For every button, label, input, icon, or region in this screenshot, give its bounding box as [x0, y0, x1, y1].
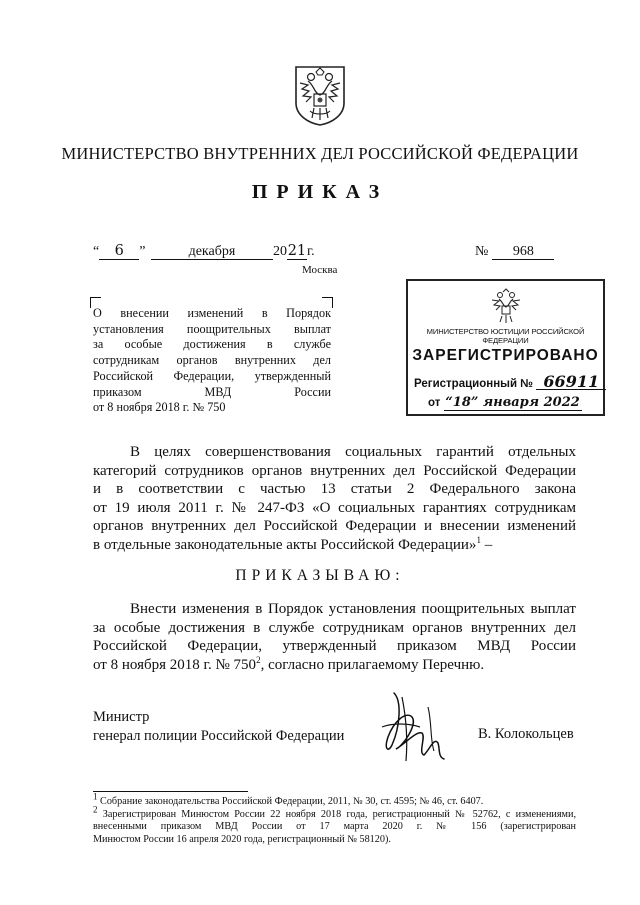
ministry-name: МИНИСТЕРСТВО ВНУТРЕННИХ ДЕЛ РОССИЙСКОЙ ФЕДЕРАЦИИ — [61, 144, 579, 163]
preamble-line: от 19 июля 2011 г. № 247-ФЗ «О социальных гарантиях сотрудникам — [93, 499, 576, 516]
order-item-paragraph — [93, 600, 576, 674]
stamp-registration-number — [414, 374, 606, 390]
footnote-ref-2[interactable]: 2 — [256, 654, 261, 665]
order-number — [475, 244, 554, 260]
signatory-title-line2: генерал полиции Российской Федерации — [93, 727, 345, 744]
subject-line: О внесении изменений в Порядок — [93, 306, 331, 320]
footnote-2 — [93, 804, 576, 822]
subject-line: от 8 ноября 2018 г. № 750 — [93, 400, 226, 415]
preamble-line: органов внутренних дел Российской Федерации и внесении изменений — [93, 518, 576, 534]
stamp-registered: ЗАРЕГИСТРИРОВАНО — [412, 347, 599, 364]
footnote-1 — [93, 791, 576, 809]
preamble-dash: – — [480, 536, 493, 553]
city: Москва — [302, 264, 338, 276]
stamp-date-label: от — [428, 397, 441, 409]
footnote-1-text: Собрание законодательства Российской Федерации, 2011, № 30, ст. 4595; № 46, ст. 6407. — [97, 796, 484, 807]
subject-line: установления поощрительных выплат — [93, 321, 331, 336]
stamp-date-value: “18” января 2022 — [445, 395, 580, 410]
stamp-reg-label: Регистрационный № — [414, 378, 534, 390]
signatory-name: В. Колокольцев — [478, 726, 574, 742]
order-number-label: № — [475, 244, 489, 259]
order-date — [93, 244, 315, 260]
order-word: ПРИКАЗЫВАЮ: — [235, 567, 405, 584]
preamble-line: В целях совершенствования социальных гарантий отдельных — [130, 444, 576, 460]
stamp-registration-date — [428, 395, 582, 411]
subject-line: за особые достижения в службе — [93, 337, 331, 352]
footnote-separator — [93, 791, 248, 792]
footnote-1-mark: 1 — [93, 791, 98, 802]
signatory-title-line1: Министр — [93, 709, 150, 725]
date-quote-close: ” — [139, 244, 146, 259]
preamble-paragraph — [93, 443, 576, 554]
date-day: 6 — [99, 244, 139, 260]
order-item-line: за особые достижения в службе сотрудникам органов внутренних дел — [93, 619, 576, 636]
order-item-line — [93, 656, 576, 675]
order-number-value: 968 — [492, 244, 554, 260]
preamble-line: категорий сотрудников органов внутренних дел Российской Федерации — [93, 462, 576, 479]
order-item-text: от 8 ноября 2018 г. № 750 — [93, 656, 257, 673]
footnote-2-line: внесенными приказом МВД России от 17 марта 2020 г. № 156 (зарегистрирован — [93, 821, 576, 833]
preamble-line: и в соответствии с частью 13 статьи 2 Федерального закона — [93, 481, 576, 497]
subject-line: сотрудникам органов внутренних дел — [93, 353, 331, 368]
order-subject — [93, 306, 331, 416]
stamp-reg-number: 66911 — [536, 374, 606, 390]
footnote-2-line: Минюстом России 16 апреля 2020 года, регистрационный № 58120). — [93, 833, 391, 845]
signatory-title — [93, 708, 344, 745]
date-year-prefix: 20 — [272, 244, 287, 259]
stamp-emblem-icon — [488, 288, 524, 324]
date-year-suffix: 21 — [287, 243, 307, 259]
stamp-ministry: МИНИСТЕРСТВО ЮСТИЦИИ РОССИЙСКОЙ ФЕДЕРАЦИИ — [426, 327, 585, 345]
preamble-text: в отдельные законодательные акты Российской Федерации» — [93, 536, 477, 553]
preamble-line — [93, 536, 576, 555]
footnote-ref-1[interactable]: 1 — [476, 534, 481, 545]
footnotes — [93, 791, 576, 846]
document-type-title: ПРИКАЗ — [251, 181, 389, 203]
footnote-2-line1: Зарегистрирован Минюстом России 22 ноября 2018 года, регистрационный № 52762, с изменениями, — [97, 808, 576, 820]
order-item-line: Российской Федерации, утвержденный приказом МВД России — [93, 638, 576, 654]
order-item-text-end: , согласно прилагаемому Перечню. — [260, 656, 485, 673]
registration-stamp — [406, 279, 605, 416]
handwritten-signature — [372, 687, 462, 767]
date-year-unit: г. — [306, 244, 315, 259]
subject-line: Российской Федерации, утвержденный — [93, 368, 331, 383]
coat-of-arms-icon — [292, 63, 348, 127]
footnote-2-mark: 2 — [93, 804, 98, 815]
date-month: декабря — [151, 244, 273, 260]
order-item-line: Внести изменения в Порядок установления поощрительных выплат — [130, 601, 576, 617]
date-quote-open: “ — [93, 244, 100, 259]
subject-line: приказом МВД России — [93, 384, 331, 399]
